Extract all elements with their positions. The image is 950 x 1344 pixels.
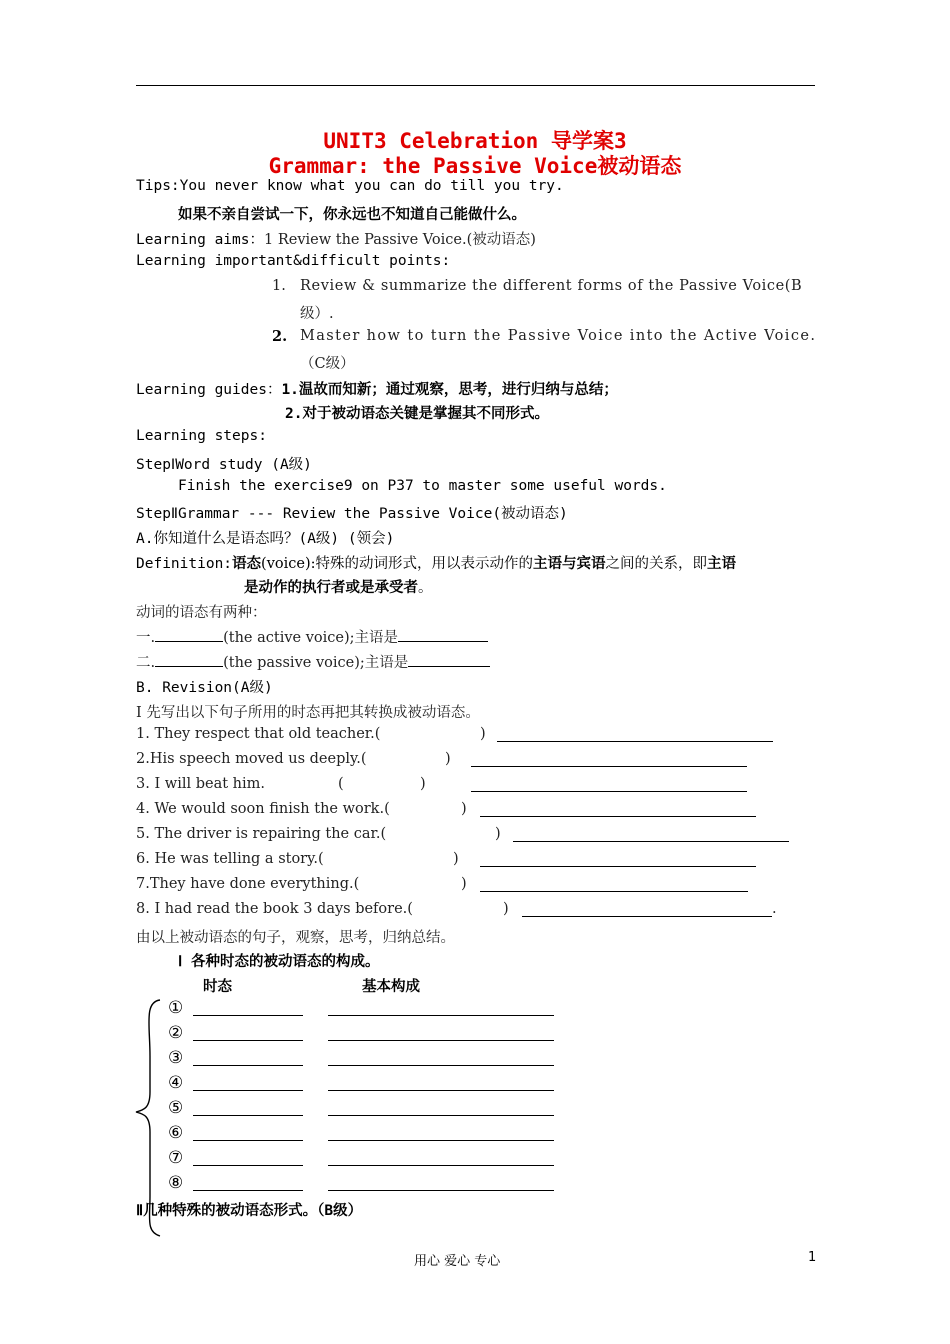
- section-b-instruction: Ⅰ 先写出以下句子所用的时态再把其转换成被动语态。: [136, 705, 480, 721]
- exercise-sentence-4: 4. We would soon finish the work.(: [136, 801, 390, 817]
- learning-aims-text: 1 Review the Passive Voice.(被动语态): [264, 232, 536, 248]
- exercise-sentence-1: 1. They respect that old teacher.(: [136, 726, 381, 742]
- definition-text-2: 之间的关系，即: [605, 556, 707, 572]
- circled-number-6: ⑥: [168, 1123, 184, 1143]
- step-2-title: StepⅡGrammar --- Review the Passive Voice(被动语态): [136, 506, 568, 522]
- structure-blank-5[interactable]: [328, 1115, 554, 1116]
- tips-english: Tips:You never know what you can do till you try.: [136, 178, 564, 194]
- footer-text: 用心 爱心 专心: [414, 1254, 501, 1269]
- point-1-line2: 级）.: [300, 306, 334, 322]
- learning-aims-label: Learning aims：: [136, 232, 264, 248]
- point-2-line1: Master how to turn the Passive Voice into the Active Voice.: [300, 328, 817, 344]
- column-structure: 基本构成: [362, 979, 420, 995]
- definition-text-1: (voice):特殊的动词形式，用以表示动作的: [261, 556, 533, 572]
- point-1-num: 1.: [272, 278, 286, 294]
- tense-blank-1[interactable]: [193, 1015, 303, 1016]
- point-2-num: 2.: [272, 328, 288, 345]
- tense-blank-2[interactable]: [193, 1040, 303, 1041]
- summary-instruction: 由以上被动语态的句子，观察，思考，归纳总结。: [136, 930, 455, 946]
- circled-number-5: ⑤: [168, 1098, 184, 1118]
- tips-chinese: 如果不亲自尝试一下，你永远也不知道自己能做什么。: [178, 207, 526, 223]
- learning-guides: [136, 378, 618, 399]
- exercise-sentence-6: 6. He was telling a story.(: [136, 851, 324, 867]
- circled-number-8: ⑧: [168, 1173, 184, 1193]
- definition-label: Definition:: [136, 556, 233, 572]
- definition-line-2: [244, 576, 433, 597]
- top-rule: [136, 85, 815, 86]
- structure-blank-3[interactable]: [328, 1065, 554, 1066]
- guides-label: Learning guides：: [136, 382, 282, 398]
- voice-2-blank-a[interactable]: [155, 652, 223, 667]
- title-line-1: UNIT3 Celebration 导学案3: [323, 129, 627, 153]
- exercise-answer-line-2[interactable]: [471, 766, 747, 767]
- definition-bold-performer: 是动作的执行者或是承受者: [244, 580, 418, 596]
- tense-blank-3[interactable]: [193, 1065, 303, 1066]
- step-1-text: Finish the exercise9 on P37 to master some useful words.: [178, 478, 667, 494]
- circled-number-2: ②: [168, 1023, 184, 1043]
- section-a-title: A.你知道什么是语态吗？(A级) (领会): [136, 531, 395, 547]
- learning-aims: [136, 228, 536, 249]
- page-number: 1: [808, 1250, 817, 1265]
- section-b-title: B. Revision(A级): [136, 680, 273, 696]
- structure-blank-8[interactable]: [328, 1190, 554, 1191]
- exercise-answer-line-6[interactable]: [480, 866, 756, 867]
- voice-1: [136, 626, 488, 647]
- tense-blank-6[interactable]: [193, 1140, 303, 1141]
- title-line-2: Grammar: the Passive Voice被动语态: [268, 154, 682, 178]
- column-tense: 时态: [203, 979, 232, 995]
- sub-heading-2: Ⅱ几种特殊的被动语态形式。（B级）: [136, 1203, 363, 1219]
- exercise-sentence-2: 2.His speech moved us deeply.(: [136, 751, 367, 767]
- exercise-sentence-7: 7.They have done everything.(: [136, 876, 360, 892]
- circled-number-3: ③: [168, 1048, 184, 1068]
- definition-line-1: [136, 552, 736, 573]
- step-1-title: StepⅠWord study (A级): [136, 457, 312, 473]
- tense-blank-8[interactable]: [193, 1190, 303, 1191]
- exercise-sentence-5: 5. The driver is repairing the car.(: [136, 826, 387, 842]
- exercise-answer-line-8[interactable]: [522, 916, 772, 917]
- voice-1-blank-a[interactable]: [155, 627, 223, 642]
- sub-heading-1: Ⅰ 各种时态的被动语态的构成。: [178, 954, 380, 970]
- guides-line-2: 2.对于被动语态关键是掌握其不同形式。: [285, 406, 549, 422]
- structure-blank-4[interactable]: [328, 1090, 554, 1091]
- guides-line-1: 1.温故而知新；通过观察，思考，进行归纳与总结；: [281, 382, 618, 398]
- circled-number-1: ①: [168, 998, 184, 1018]
- exercise-sentence-3: 3. I will beat him.: [136, 776, 265, 792]
- structure-blank-7[interactable]: [328, 1165, 554, 1166]
- structure-blank-2[interactable]: [328, 1040, 554, 1041]
- tense-blank-5[interactable]: [193, 1115, 303, 1116]
- steps-label: Learning steps:: [136, 428, 267, 444]
- voice-2: [136, 651, 490, 672]
- voice-1-num: 一.: [136, 630, 156, 646]
- voice-2-num: 二.: [136, 655, 156, 671]
- points-label: Learning important&difficult points:: [136, 253, 451, 269]
- circled-number-4: ④: [168, 1073, 184, 1093]
- definition-end: 。: [418, 580, 433, 596]
- structure-blank-6[interactable]: [328, 1140, 554, 1141]
- exercise-answer-line-1[interactable]: [497, 741, 773, 742]
- point-1-line1: Review & summarize the different forms of the Passive Voice(B: [300, 278, 803, 294]
- exercise-answer-line-3[interactable]: [471, 791, 747, 792]
- exercise-answer-line-4[interactable]: [480, 816, 756, 817]
- point-2-line2: （C级）: [300, 356, 355, 372]
- definition-bold-subject-object: 主语与宾语: [533, 556, 606, 572]
- voice-2-blank-b[interactable]: [408, 652, 490, 667]
- exercise-answer-line-5[interactable]: [513, 841, 789, 842]
- voice-1-blank-b[interactable]: [398, 627, 488, 642]
- voice-2-text: (the passive voice);主语是: [223, 655, 409, 671]
- voice-1-text: (the active voice);主语是: [223, 630, 399, 646]
- exercise-answer-line-7[interactable]: [480, 891, 748, 892]
- circled-number-7: ⑦: [168, 1148, 184, 1168]
- structure-blank-1[interactable]: [328, 1015, 554, 1016]
- definition-bold-voice: 语态: [232, 556, 262, 572]
- exercise-sentence-8: 8. I had read the book 3 days before.(: [136, 901, 413, 917]
- voices-intro: 动词的语态有两种：: [136, 605, 267, 621]
- definition-bold-subject: 主语: [707, 556, 736, 572]
- tense-blank-7[interactable]: [193, 1165, 303, 1166]
- tense-blank-4[interactable]: [193, 1090, 303, 1091]
